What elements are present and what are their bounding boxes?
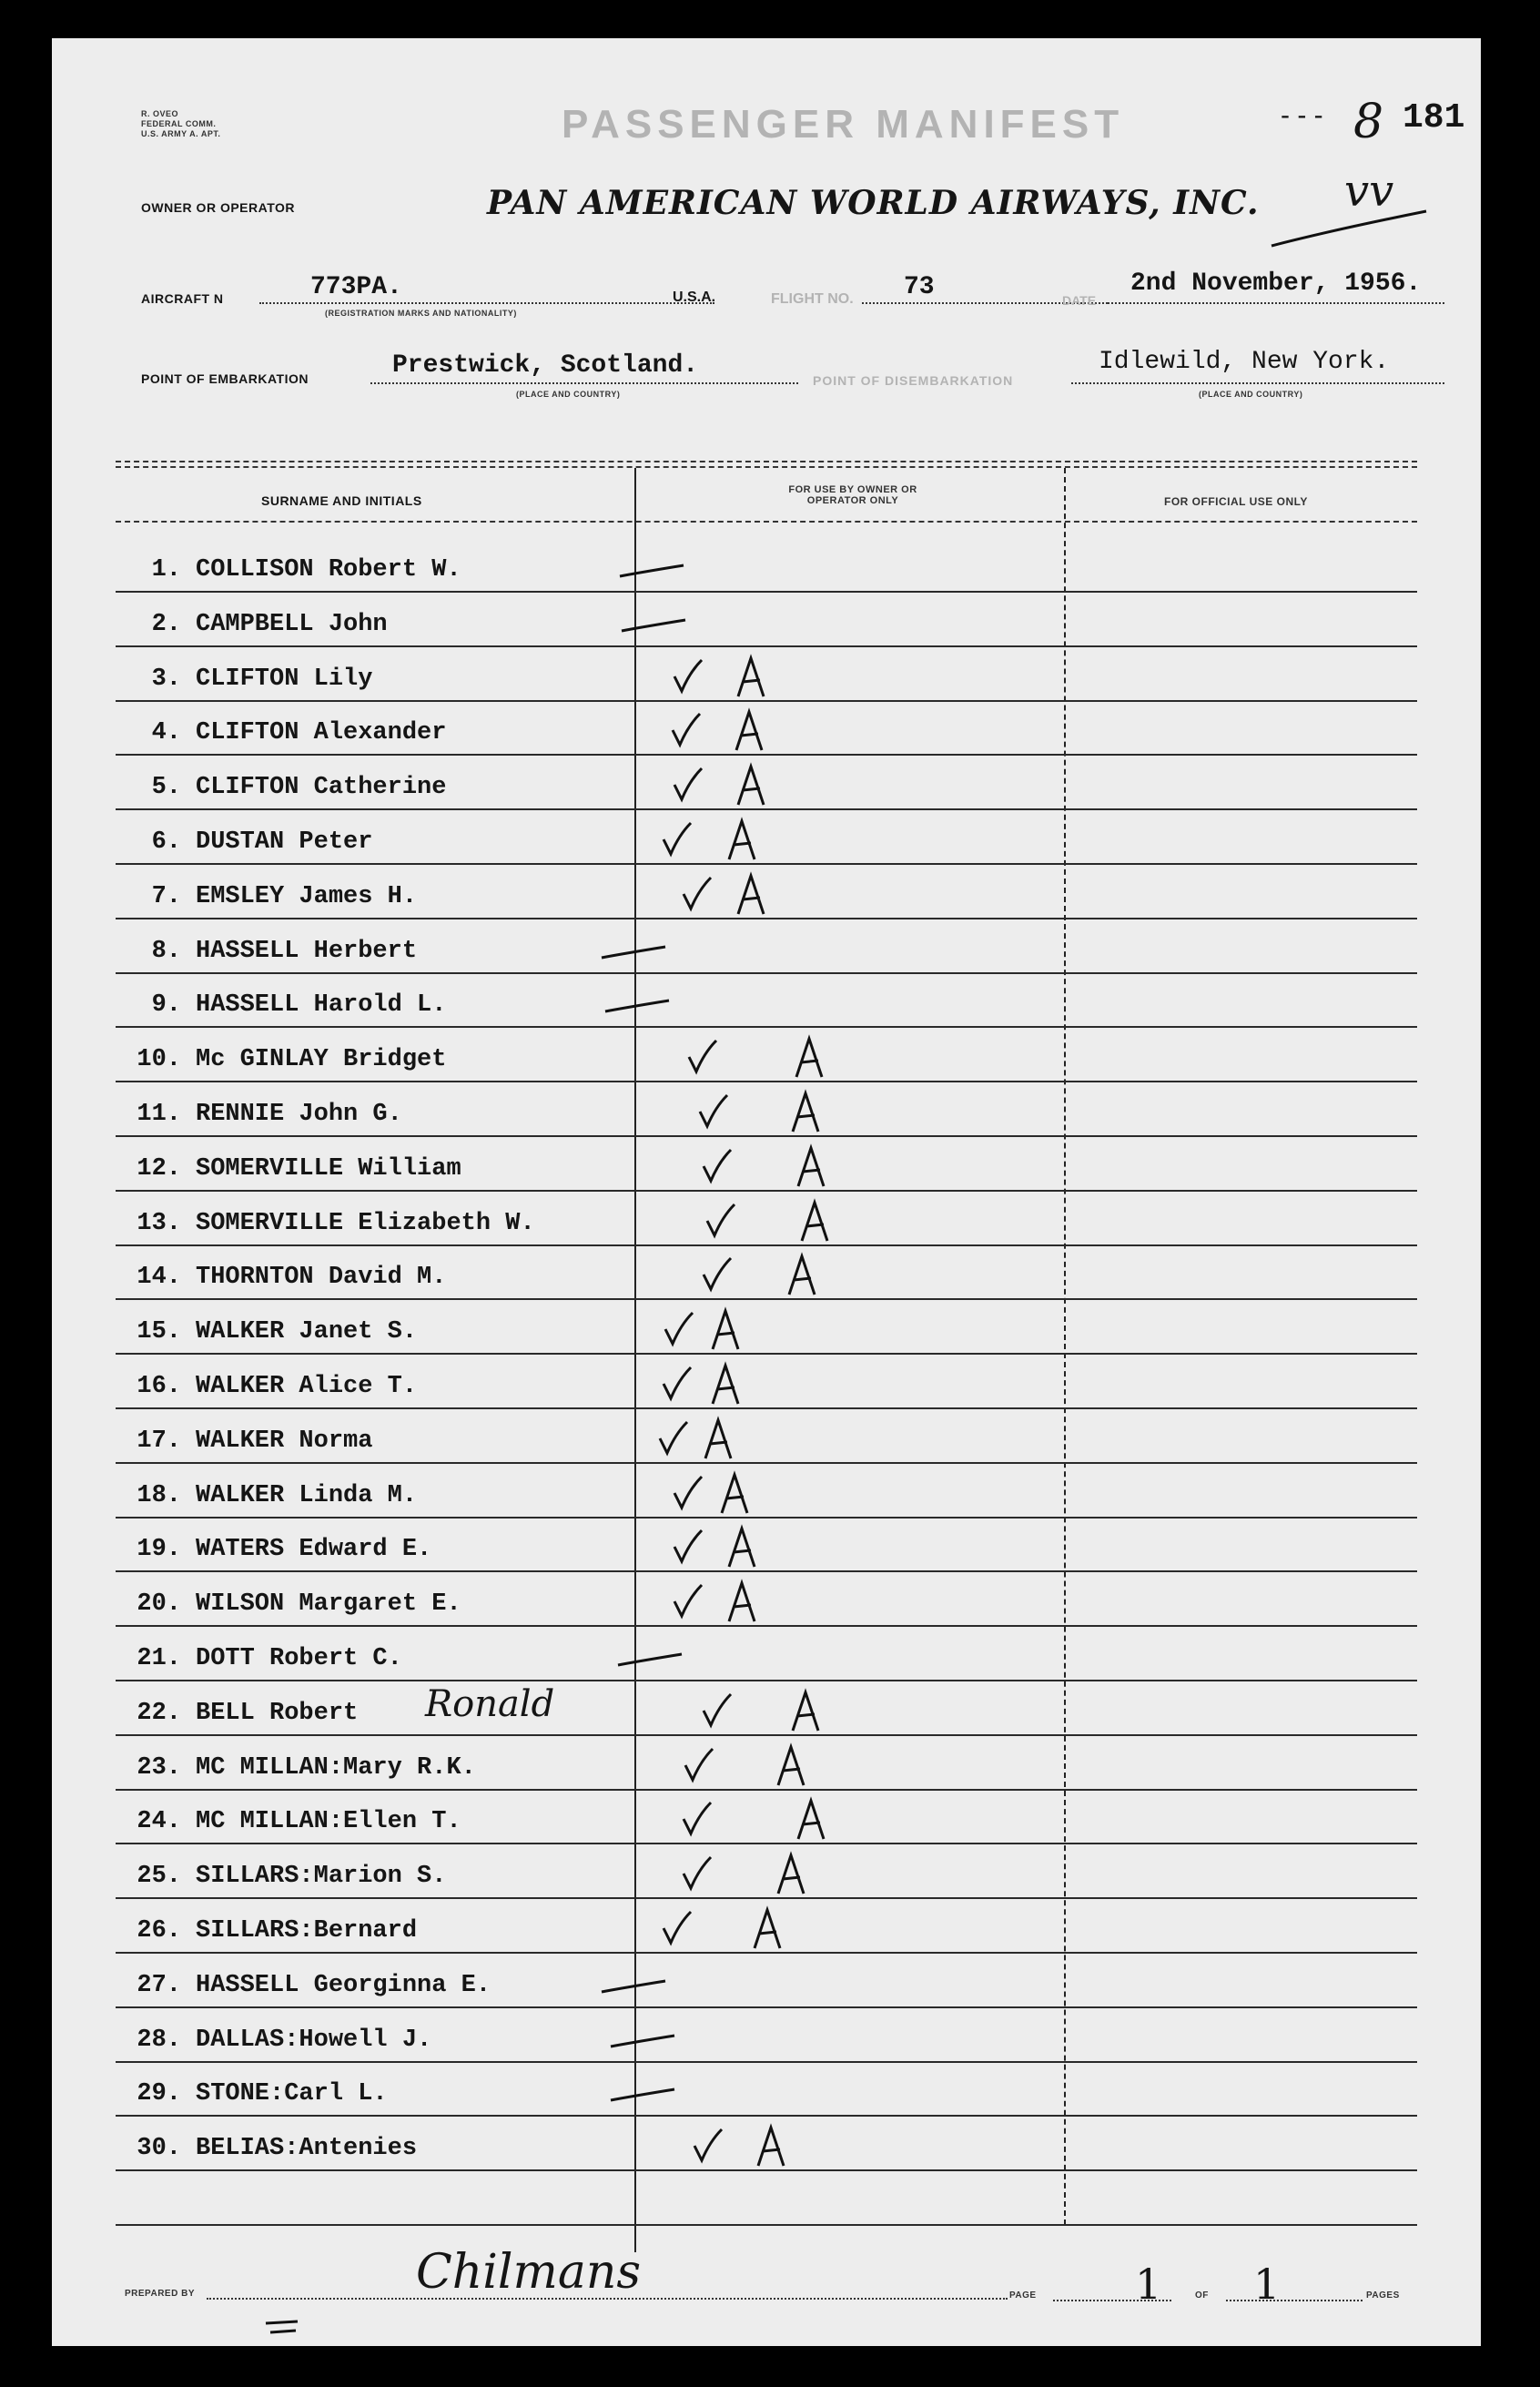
header-rule-bottom — [116, 521, 1417, 523]
check-mark-icon — [669, 710, 705, 750]
of-line — [1226, 2300, 1363, 2301]
page-label: PAGE — [1009, 2291, 1037, 2301]
row-rule — [116, 1843, 1417, 1844]
passenger-row — [134, 611, 388, 638]
check-mark-icon — [691, 2126, 727, 2166]
dash-mark-icon — [616, 560, 689, 587]
check-mark-icon — [671, 765, 707, 805]
passenger-name: CLIFTON Alexander — [196, 719, 447, 747]
approved-a-mark-icon — [707, 1307, 747, 1353]
row-rule — [116, 808, 1417, 810]
check-mark-icon — [662, 1309, 698, 1349]
embark-sub: (PLACE AND COUNTRY) — [516, 390, 621, 399]
row-rule — [116, 1298, 1417, 1300]
aircraft-line — [259, 302, 714, 304]
passenger-row — [134, 1482, 417, 1509]
row-rule — [116, 1517, 1417, 1519]
row-rule — [116, 2115, 1417, 2117]
passenger-number: 28. — [137, 2026, 181, 2054]
approved-a-mark-icon — [793, 1144, 833, 1190]
col-header-names: SURNAME AND INITIALS — [261, 493, 422, 508]
check-mark-icon — [671, 1527, 707, 1567]
passenger-name: WALKER Linda M. — [196, 1481, 418, 1509]
dash-mark-icon — [598, 941, 671, 969]
passenger-name: THORNTON David M. — [196, 1264, 447, 1292]
stamp-line-1: R. OVEO — [141, 109, 179, 118]
passenger-row — [134, 1808, 461, 1835]
passenger-number: 25. — [137, 1863, 181, 1891]
row-rule — [116, 1625, 1417, 1627]
passenger-number: 19. — [137, 1536, 181, 1564]
approved-a-mark-icon — [700, 1417, 740, 1462]
passenger-number: 11. — [137, 1101, 181, 1128]
passenger-name: HASSELL Herbert — [196, 937, 418, 965]
approved-a-mark-icon — [773, 1852, 813, 1897]
date-line — [1108, 302, 1444, 304]
check-mark-icon — [656, 1418, 693, 1458]
passenger-row — [134, 556, 461, 584]
passenger-number: 15. — [137, 1318, 181, 1346]
of-value: 1 — [1253, 2260, 1281, 2309]
passenger-number: 16. — [137, 1373, 181, 1400]
dash-mark-icon — [607, 2084, 680, 2111]
handwritten-page-mark: 8 — [1353, 95, 1384, 149]
check-mark-icon — [680, 1799, 716, 1839]
approved-a-mark-icon — [791, 1035, 831, 1081]
stamp-line-2: FEDERAL COMM. — [141, 119, 217, 128]
approved-a-mark-icon — [724, 818, 764, 863]
passenger-name: MC MILLAN:Ellen T. — [196, 1808, 461, 1836]
passenger-name: WALKER Alice T. — [196, 1373, 418, 1400]
approved-a-mark-icon — [733, 763, 773, 808]
row-rule — [116, 1734, 1417, 1736]
row-rule — [116, 1244, 1417, 1246]
approved-a-mark-icon — [724, 1525, 764, 1570]
check-mark-icon — [700, 1146, 736, 1186]
header-rule-top — [116, 461, 1417, 462]
footer-stamp-mark — [261, 2314, 316, 2341]
row-rule — [116, 2224, 1417, 2226]
row-rule — [116, 972, 1417, 974]
passenger-number: 10. — [137, 1046, 181, 1074]
check-mark-icon — [671, 656, 707, 696]
approved-a-mark-icon — [787, 1689, 827, 1734]
passenger-row — [134, 1645, 402, 1672]
passenger-row — [134, 1700, 358, 1727]
passenger-name: SOMERVILLE William — [196, 1154, 461, 1183]
row-rule — [116, 1026, 1417, 1028]
row-rule — [116, 1135, 1417, 1137]
handwritten-annotation: Ronald — [425, 1682, 555, 1725]
row-rule — [116, 918, 1417, 919]
passenger-name: HASSELL Georginna E. — [196, 1971, 491, 1999]
disembark-label: POINT OF DISEMBARKATION — [813, 373, 1014, 388]
prepared-signature: Chilmans — [416, 2245, 642, 2300]
passenger-row — [134, 1917, 417, 1945]
row-rule — [116, 1897, 1417, 1899]
row-rule — [116, 1190, 1417, 1192]
disembark-sub: (PLACE AND COUNTRY) — [1199, 390, 1303, 399]
initials-underline — [1262, 202, 1444, 257]
embark-line — [370, 382, 798, 384]
passenger-number: 30. — [137, 2135, 181, 2163]
row-rule — [116, 591, 1417, 593]
passenger-name: CAMPBELL John — [196, 610, 388, 638]
passenger-name: SILLARS:Marion S. — [196, 1863, 447, 1891]
row-rule — [116, 863, 1417, 865]
approved-a-mark-icon — [716, 1471, 756, 1517]
form-title: PASSENGER MANIFEST — [562, 102, 1125, 147]
approved-a-mark-icon — [724, 1579, 764, 1625]
row-rule — [116, 754, 1417, 756]
check-mark-icon — [682, 1745, 718, 1785]
passenger-name: DOTT Robert C. — [196, 1645, 402, 1672]
passenger-row — [134, 1046, 446, 1073]
passenger-name: BELL Robert — [196, 1699, 359, 1727]
passenger-row — [134, 1863, 446, 1890]
prepared-label: PREPARED BY — [125, 2289, 195, 2299]
passenger-row — [134, 1754, 476, 1782]
approved-a-mark-icon — [787, 1090, 827, 1135]
passenger-row — [134, 665, 372, 693]
passenger-number: 23. — [137, 1753, 181, 1782]
dash-mark-icon — [602, 995, 674, 1022]
embark-value: Prestwick, Scotland. — [392, 351, 699, 380]
approved-a-mark-icon — [733, 872, 773, 918]
passenger-name: CLIFTON Lily — [196, 665, 373, 693]
passenger-number: 12. — [137, 1154, 181, 1183]
manifest-sheet — [52, 38, 1481, 2346]
passenger-number: 13. — [137, 1209, 181, 1237]
passenger-name: BELIAS:Antenies — [196, 2135, 418, 2163]
dash-mark-icon — [598, 1976, 671, 2003]
page-number: 181 — [1403, 98, 1465, 137]
passenger-number: 3. — [151, 665, 181, 693]
approved-a-mark-icon — [707, 1362, 747, 1407]
owner-value: PAN AMERICAN WORLD AIRWAYS, INC. — [487, 184, 1260, 222]
passenger-row — [134, 883, 417, 910]
aircraft-label: AIRCRAFT N — [141, 291, 224, 306]
passenger-row — [134, 1318, 417, 1346]
passenger-row — [134, 1101, 402, 1128]
passenger-name: WALKER Janet S. — [196, 1318, 418, 1346]
passenger-name: MC MILLAN:Mary R.K. — [196, 1753, 476, 1782]
passenger-row — [134, 1373, 417, 1400]
check-mark-icon — [680, 1854, 716, 1894]
passenger-number: 2. — [151, 610, 181, 638]
approved-a-mark-icon — [731, 708, 771, 754]
passenger-name: CLIFTON Catherine — [196, 774, 447, 802]
row-rule — [116, 1952, 1417, 1954]
col-header-official: FOR OFFICIAL USE ONLY — [1164, 495, 1308, 508]
passenger-row — [134, 1264, 446, 1291]
row-rule — [116, 1353, 1417, 1355]
row-rule — [116, 1081, 1417, 1082]
check-mark-icon — [680, 874, 716, 914]
approved-a-mark-icon — [733, 655, 773, 700]
usa-label: U.S.A. — [673, 289, 716, 305]
passenger-name: COLLISON Robert W. — [196, 556, 461, 584]
passenger-number: 29. — [137, 2080, 181, 2108]
passenger-number: 14. — [137, 1264, 181, 1292]
passenger-row — [134, 938, 417, 965]
passenger-name: SILLARS:Bernard — [196, 1917, 418, 1945]
check-mark-icon — [671, 1473, 707, 1513]
date-value: 2nd November, 1956. — [1130, 269, 1422, 298]
passenger-number: 8. — [151, 937, 181, 965]
handwritten-initials: vv — [1344, 166, 1394, 217]
approved-a-mark-icon — [796, 1199, 836, 1244]
passenger-row — [134, 774, 446, 801]
passenger-number: 24. — [137, 1808, 181, 1836]
embark-label: POINT OF EMBARKATION — [141, 371, 309, 386]
row-rule — [116, 1462, 1417, 1464]
aircraft-value: 773PA. — [310, 273, 402, 301]
check-mark-icon — [660, 819, 696, 859]
passenger-number: 27. — [137, 1971, 181, 1999]
passenger-name: WALKER Norma — [196, 1427, 373, 1455]
passenger-row — [134, 991, 446, 1019]
of-label: OF — [1195, 2291, 1209, 2301]
passenger-name: WILSON Margaret E. — [196, 1590, 461, 1619]
check-mark-icon — [671, 1581, 707, 1621]
date-label: DATE — [1062, 293, 1097, 308]
passenger-number: 5. — [151, 774, 181, 802]
passenger-number: 22. — [137, 1699, 181, 1727]
col-header-owner: FOR USE BY OWNER OR OPERATOR ONLY — [788, 484, 917, 506]
row-rule — [116, 2006, 1417, 2008]
passenger-number: 21. — [137, 1645, 181, 1672]
aircraft-sub: (REGISTRATION MARKS AND NATIONALITY) — [325, 309, 517, 318]
passenger-number: 4. — [151, 719, 181, 747]
stamp-line-3: U.S. ARMY A. APT. — [141, 129, 221, 138]
passenger-row — [134, 1210, 535, 1237]
approved-a-mark-icon — [784, 1253, 824, 1298]
passenger-name: DUSTAN Peter — [196, 828, 373, 856]
row-rule — [116, 645, 1417, 647]
check-mark-icon — [700, 1691, 736, 1731]
passenger-name: HASSELL Harold L. — [196, 991, 447, 1020]
disembark-value: Idlewild, New York. — [1099, 348, 1390, 376]
page-dashes: - - - — [1281, 100, 1323, 130]
row-rule — [116, 1570, 1417, 1572]
passenger-name: SOMERVILLE Elizabeth W. — [196, 1209, 535, 1237]
flight-label: FLIGHT NO. — [771, 291, 854, 307]
approved-a-mark-icon — [773, 1743, 813, 1789]
flight-value: 73 — [904, 273, 935, 301]
col-divider-2 — [1064, 468, 1066, 2225]
row-rule — [116, 700, 1417, 702]
passenger-number: 26. — [137, 1917, 181, 1945]
passenger-row — [134, 1590, 461, 1618]
row-rule — [116, 2169, 1417, 2171]
passenger-name: DALLAS:Howell J. — [196, 2026, 432, 2054]
passenger-name: RENNIE John G. — [196, 1101, 402, 1128]
passenger-name: Mc GINLAY Bridget — [196, 1046, 447, 1074]
row-rule — [116, 1789, 1417, 1791]
passenger-name: WATERS Edward E. — [196, 1536, 432, 1564]
passenger-row — [134, 1536, 431, 1563]
owner-label: OWNER OR OPERATOR — [141, 200, 295, 215]
header-rule-top-2 — [116, 466, 1417, 468]
disembark-line — [1071, 382, 1444, 384]
check-mark-icon — [660, 1364, 696, 1404]
passenger-row — [134, 1427, 372, 1455]
check-mark-icon — [660, 1908, 696, 1948]
approved-a-mark-icon — [749, 1906, 789, 1952]
passenger-number: 20. — [137, 1590, 181, 1619]
check-mark-icon — [704, 1201, 740, 1241]
passenger-row — [134, 2080, 388, 2108]
passenger-number: 17. — [137, 1427, 181, 1455]
approved-a-mark-icon — [793, 1797, 833, 1843]
passenger-name: STONE:Carl L. — [196, 2080, 388, 2108]
passenger-row — [134, 1972, 491, 1999]
passenger-number: 6. — [151, 828, 181, 856]
passenger-row — [134, 2026, 431, 2054]
check-mark-icon — [685, 1037, 722, 1077]
row-rule — [116, 2061, 1417, 2063]
row-rule — [116, 1680, 1417, 1681]
passenger-row — [134, 2135, 417, 2162]
check-mark-icon — [700, 1254, 736, 1295]
passenger-number: 18. — [137, 1481, 181, 1509]
passenger-number: 1. — [151, 556, 181, 584]
approved-a-mark-icon — [753, 2124, 793, 2169]
dash-mark-icon — [614, 1649, 687, 1676]
pages-label: PAGES — [1366, 2291, 1400, 2301]
passenger-row — [134, 1155, 461, 1183]
dash-mark-icon — [618, 615, 691, 642]
check-mark-icon — [696, 1092, 733, 1132]
page-value: 1 — [1135, 2260, 1162, 2309]
passenger-number: 7. — [151, 882, 181, 910]
passenger-row — [134, 828, 372, 856]
dash-mark-icon — [607, 2030, 680, 2057]
passenger-row — [134, 719, 446, 747]
row-rule — [116, 1407, 1417, 1409]
passenger-name: EMSLEY James H. — [196, 882, 418, 910]
passenger-number: 9. — [151, 991, 181, 1020]
